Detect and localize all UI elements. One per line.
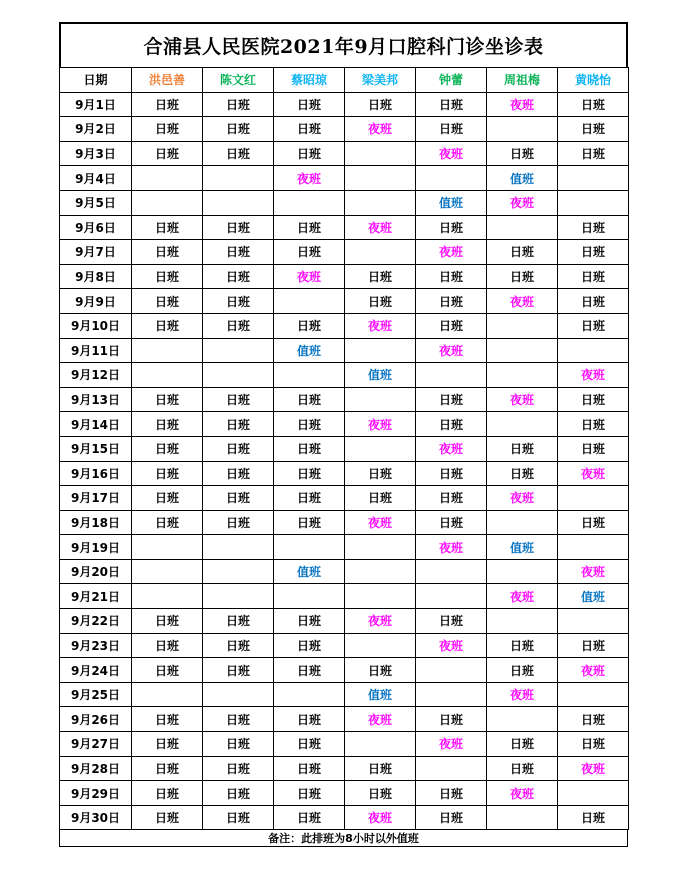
- shift-cell: 日班: [558, 436, 629, 461]
- shift-cell: 日班: [132, 609, 203, 634]
- shift-cell: [132, 535, 203, 560]
- table-row: [60, 363, 629, 388]
- table-row: [60, 412, 629, 437]
- shift-cell: 日班: [416, 781, 487, 806]
- shift-cell: 日班: [558, 92, 629, 117]
- table-row: [60, 289, 629, 314]
- table-row: [60, 781, 629, 806]
- shift-cell: 日班: [558, 510, 629, 535]
- date-cell: 9月19日: [60, 535, 132, 560]
- shift-cell: 日班: [274, 781, 345, 806]
- shift-cell: 值班: [416, 190, 487, 215]
- shift-cell: 日班: [558, 707, 629, 732]
- shift-cell: [132, 166, 203, 191]
- shift-cell: 日班: [132, 141, 203, 166]
- shift-cell: [274, 363, 345, 388]
- shift-cell: 日班: [558, 313, 629, 338]
- shift-cell: 夜班: [274, 264, 345, 289]
- shift-cell: 夜班: [487, 486, 558, 511]
- shift-cell: 日班: [132, 707, 203, 732]
- date-cell: 9月18日: [60, 510, 132, 535]
- shift-cell: [487, 313, 558, 338]
- table-row: [60, 338, 629, 363]
- shift-cell: 夜班: [487, 682, 558, 707]
- shift-cell: 日班: [416, 461, 487, 486]
- table-row: [60, 141, 629, 166]
- shift-cell: 日班: [345, 289, 416, 314]
- shift-cell: 值班: [274, 559, 345, 584]
- shift-cell: 日班: [274, 707, 345, 732]
- shift-cell: 日班: [203, 141, 274, 166]
- shift-cell: 夜班: [416, 535, 487, 560]
- shift-cell: [274, 584, 345, 609]
- shift-cell: [203, 535, 274, 560]
- date-cell: 9月11日: [60, 338, 132, 363]
- shift-cell: 日班: [487, 461, 558, 486]
- shift-cell: 夜班: [274, 166, 345, 191]
- shift-cell: 夜班: [345, 313, 416, 338]
- shift-cell: 值班: [487, 166, 558, 191]
- shift-cell: [416, 682, 487, 707]
- table-row: [60, 535, 629, 560]
- shift-cell: [487, 338, 558, 363]
- shift-cell: 日班: [416, 92, 487, 117]
- shift-cell: 日班: [132, 633, 203, 658]
- shift-cell: 夜班: [487, 781, 558, 806]
- shift-cell: 日班: [416, 609, 487, 634]
- table-row: [60, 510, 629, 535]
- shift-cell: 日班: [274, 412, 345, 437]
- shift-cell: 日班: [558, 141, 629, 166]
- shift-cell: [203, 363, 274, 388]
- table-row: [60, 313, 629, 338]
- shift-cell: [132, 190, 203, 215]
- date-cell: 9月25日: [60, 682, 132, 707]
- shift-cell: 日班: [487, 141, 558, 166]
- date-cell: 9月27日: [60, 732, 132, 757]
- shift-cell: 日班: [132, 313, 203, 338]
- shift-cell: 日班: [416, 313, 487, 338]
- doctor-header: 梁美邦: [345, 68, 416, 93]
- shift-cell: [416, 756, 487, 781]
- schedule-sheet: [59, 22, 628, 847]
- shift-cell: [203, 166, 274, 191]
- date-cell: 9月22日: [60, 609, 132, 634]
- shift-cell: [345, 387, 416, 412]
- shift-cell: [487, 363, 558, 388]
- shift-cell: 日班: [416, 117, 487, 142]
- shift-cell: 夜班: [487, 92, 558, 117]
- shift-cell: 日班: [274, 141, 345, 166]
- shift-cell: [203, 682, 274, 707]
- date-cell: 9月10日: [60, 313, 132, 338]
- shift-cell: 日班: [487, 240, 558, 265]
- shift-cell: [203, 559, 274, 584]
- shift-cell: 日班: [203, 387, 274, 412]
- shift-cell: 夜班: [345, 215, 416, 240]
- shift-cell: [132, 363, 203, 388]
- shift-cell: 日班: [558, 289, 629, 314]
- date-cell: 9月16日: [60, 461, 132, 486]
- shift-cell: 日班: [132, 732, 203, 757]
- shift-cell: 夜班: [345, 412, 416, 437]
- shift-cell: 夜班: [416, 732, 487, 757]
- shift-cell: 日班: [132, 412, 203, 437]
- table-row: [60, 264, 629, 289]
- shift-cell: 日班: [203, 732, 274, 757]
- shift-cell: [132, 338, 203, 363]
- shift-cell: [558, 609, 629, 634]
- table-row: [60, 707, 629, 732]
- shift-cell: 日班: [132, 781, 203, 806]
- shift-cell: [558, 486, 629, 511]
- table-row: [60, 756, 629, 781]
- shift-cell: 日班: [132, 289, 203, 314]
- shift-cell: [345, 584, 416, 609]
- shift-cell: [487, 707, 558, 732]
- shift-cell: 日班: [203, 707, 274, 732]
- shift-cell: 日班: [274, 436, 345, 461]
- shift-cell: 日班: [274, 486, 345, 511]
- shift-cell: 值班: [345, 682, 416, 707]
- shift-cell: 日班: [274, 117, 345, 142]
- shift-cell: 日班: [132, 436, 203, 461]
- shift-cell: 日班: [274, 732, 345, 757]
- shift-cell: 夜班: [345, 609, 416, 634]
- date-cell: 9月3日: [60, 141, 132, 166]
- shift-cell: 日班: [203, 412, 274, 437]
- shift-cell: 日班: [203, 609, 274, 634]
- shift-cell: [274, 535, 345, 560]
- shift-cell: 日班: [487, 658, 558, 683]
- header-row: [60, 68, 629, 93]
- shift-cell: [345, 535, 416, 560]
- shift-cell: [558, 535, 629, 560]
- table-row: [60, 732, 629, 757]
- table-row: [60, 190, 629, 215]
- shift-cell: 日班: [558, 215, 629, 240]
- date-cell: 9月2日: [60, 117, 132, 142]
- shift-cell: 日班: [132, 510, 203, 535]
- shift-cell: 日班: [487, 732, 558, 757]
- shift-cell: 夜班: [345, 510, 416, 535]
- table-row: [60, 486, 629, 511]
- shift-cell: 日班: [345, 92, 416, 117]
- shift-cell: [416, 658, 487, 683]
- shift-cell: 日班: [132, 92, 203, 117]
- shift-cell: 日班: [274, 461, 345, 486]
- shift-cell: 日班: [203, 756, 274, 781]
- shift-cell: 日班: [132, 756, 203, 781]
- shift-cell: 日班: [345, 781, 416, 806]
- shift-cell: [345, 166, 416, 191]
- shift-cell: 夜班: [416, 240, 487, 265]
- footer-note: 备注：此排班为8小时以外值班: [59, 830, 628, 847]
- shift-cell: [345, 240, 416, 265]
- date-cell: 9月15日: [60, 436, 132, 461]
- shift-cell: [416, 363, 487, 388]
- shift-cell: 日班: [558, 117, 629, 142]
- shift-cell: 日班: [416, 486, 487, 511]
- shift-cell: [558, 166, 629, 191]
- shift-cell: [345, 338, 416, 363]
- table-row: [60, 609, 629, 634]
- shift-cell: [345, 190, 416, 215]
- page-title: 合浦县人民医院2021年9月口腔科门诊坐诊表: [59, 22, 628, 67]
- shift-cell: [132, 584, 203, 609]
- table-row: [60, 436, 629, 461]
- shift-cell: [487, 805, 558, 830]
- table-row: [60, 584, 629, 609]
- shift-cell: 日班: [203, 240, 274, 265]
- date-cell: 9月8日: [60, 264, 132, 289]
- table-row: [60, 166, 629, 191]
- shift-cell: 夜班: [345, 117, 416, 142]
- shift-cell: 值班: [345, 363, 416, 388]
- shift-cell: [487, 559, 558, 584]
- shift-cell: 日班: [203, 633, 274, 658]
- shift-cell: 日班: [487, 633, 558, 658]
- shift-cell: 日班: [274, 756, 345, 781]
- shift-cell: 日班: [274, 92, 345, 117]
- shift-cell: 日班: [132, 486, 203, 511]
- table-row: [60, 387, 629, 412]
- shift-cell: [274, 682, 345, 707]
- date-cell: 9月13日: [60, 387, 132, 412]
- shift-cell: [487, 510, 558, 535]
- shift-cell: [132, 559, 203, 584]
- shift-cell: 日班: [558, 732, 629, 757]
- doctor-header: 黄晓怡: [558, 68, 629, 93]
- doctor-header: 周祖梅: [487, 68, 558, 93]
- shift-cell: [487, 215, 558, 240]
- shift-cell: [274, 289, 345, 314]
- shift-cell: [132, 682, 203, 707]
- table-row: [60, 658, 629, 683]
- shift-cell: 日班: [416, 264, 487, 289]
- doctor-header: 洪邑善: [132, 68, 203, 93]
- shift-cell: 日班: [558, 240, 629, 265]
- shift-cell: [416, 559, 487, 584]
- table-row: [60, 682, 629, 707]
- shift-cell: 日班: [487, 756, 558, 781]
- shift-cell: 日班: [274, 215, 345, 240]
- shift-cell: 值班: [558, 584, 629, 609]
- table-row: [60, 633, 629, 658]
- shift-cell: [345, 633, 416, 658]
- table-row: [60, 92, 629, 117]
- date-cell: 9月30日: [60, 805, 132, 830]
- shift-cell: [487, 609, 558, 634]
- shift-cell: 日班: [203, 436, 274, 461]
- table-row: [60, 461, 629, 486]
- date-cell: 9月1日: [60, 92, 132, 117]
- shift-cell: 日班: [416, 510, 487, 535]
- shift-cell: 日班: [132, 658, 203, 683]
- shift-cell: 夜班: [487, 190, 558, 215]
- shift-cell: 日班: [416, 289, 487, 314]
- date-cell: 9月29日: [60, 781, 132, 806]
- date-cell: 9月12日: [60, 363, 132, 388]
- shift-cell: 日班: [274, 609, 345, 634]
- shift-cell: 夜班: [416, 633, 487, 658]
- schedule-table: [59, 67, 629, 830]
- shift-cell: 日班: [416, 707, 487, 732]
- shift-cell: 日班: [274, 510, 345, 535]
- shift-cell: 日班: [345, 264, 416, 289]
- shift-cell: 日班: [203, 215, 274, 240]
- shift-cell: [558, 781, 629, 806]
- date-cell: 9月6日: [60, 215, 132, 240]
- shift-cell: 夜班: [558, 461, 629, 486]
- shift-cell: 日班: [203, 461, 274, 486]
- shift-cell: [203, 584, 274, 609]
- date-cell: 9月14日: [60, 412, 132, 437]
- shift-cell: 夜班: [487, 387, 558, 412]
- shift-cell: 日班: [132, 461, 203, 486]
- shift-cell: 夜班: [487, 584, 558, 609]
- shift-cell: [203, 338, 274, 363]
- table-row: [60, 805, 629, 830]
- shift-cell: 夜班: [416, 141, 487, 166]
- date-cell: 9月5日: [60, 190, 132, 215]
- schedule-body: [60, 92, 629, 830]
- shift-cell: 日班: [132, 805, 203, 830]
- shift-cell: 日班: [203, 264, 274, 289]
- shift-cell: 日班: [203, 510, 274, 535]
- date-cell: 9月23日: [60, 633, 132, 658]
- shift-cell: [416, 584, 487, 609]
- table-row: [60, 117, 629, 142]
- shift-cell: 日班: [416, 387, 487, 412]
- shift-cell: 日班: [132, 387, 203, 412]
- shift-cell: 日班: [274, 313, 345, 338]
- shift-cell: 日班: [274, 240, 345, 265]
- shift-cell: 夜班: [558, 559, 629, 584]
- shift-cell: 夜班: [416, 436, 487, 461]
- date-cell: 9月21日: [60, 584, 132, 609]
- date-cell: 9月7日: [60, 240, 132, 265]
- shift-cell: 日班: [487, 436, 558, 461]
- shift-cell: [558, 190, 629, 215]
- shift-cell: 日班: [203, 781, 274, 806]
- shift-cell: 日班: [345, 461, 416, 486]
- table-row: [60, 240, 629, 265]
- doctor-header: 钟蕾: [416, 68, 487, 93]
- shift-cell: 日班: [274, 387, 345, 412]
- shift-cell: [274, 190, 345, 215]
- shift-cell: 日班: [487, 264, 558, 289]
- shift-cell: 日班: [203, 805, 274, 830]
- shift-cell: [487, 117, 558, 142]
- table-row: [60, 215, 629, 240]
- date-cell: 9月17日: [60, 486, 132, 511]
- shift-cell: 日班: [274, 633, 345, 658]
- shift-cell: 日班: [132, 240, 203, 265]
- shift-cell: 日班: [132, 117, 203, 142]
- date-column-header: 日期: [60, 68, 132, 93]
- shift-cell: 夜班: [345, 707, 416, 732]
- shift-cell: [416, 166, 487, 191]
- shift-cell: 日班: [558, 387, 629, 412]
- shift-cell: 日班: [203, 289, 274, 314]
- shift-cell: 日班: [345, 486, 416, 511]
- doctor-header: 陈文红: [203, 68, 274, 93]
- shift-cell: [203, 190, 274, 215]
- shift-cell: 日班: [416, 215, 487, 240]
- shift-cell: 日班: [203, 117, 274, 142]
- shift-cell: 日班: [345, 658, 416, 683]
- shift-cell: 夜班: [558, 363, 629, 388]
- date-cell: 9月20日: [60, 559, 132, 584]
- shift-cell: [558, 682, 629, 707]
- shift-cell: [345, 732, 416, 757]
- shift-cell: 夜班: [487, 289, 558, 314]
- shift-cell: [345, 436, 416, 461]
- shift-cell: 日班: [416, 805, 487, 830]
- shift-cell: 日班: [132, 264, 203, 289]
- shift-cell: 日班: [274, 658, 345, 683]
- date-cell: 9月26日: [60, 707, 132, 732]
- shift-cell: 日班: [558, 412, 629, 437]
- shift-cell: 值班: [274, 338, 345, 363]
- shift-cell: 日班: [558, 633, 629, 658]
- shift-cell: [558, 338, 629, 363]
- shift-cell: 值班: [487, 535, 558, 560]
- shift-cell: [345, 559, 416, 584]
- shift-cell: 日班: [203, 658, 274, 683]
- shift-cell: 日班: [345, 756, 416, 781]
- table-row: [60, 559, 629, 584]
- shift-cell: 日班: [558, 264, 629, 289]
- shift-cell: 日班: [132, 215, 203, 240]
- shift-cell: 夜班: [416, 338, 487, 363]
- shift-cell: [345, 141, 416, 166]
- date-cell: 9月9日: [60, 289, 132, 314]
- date-cell: 9月24日: [60, 658, 132, 683]
- shift-cell: 日班: [274, 805, 345, 830]
- shift-cell: 日班: [203, 486, 274, 511]
- shift-cell: 日班: [203, 313, 274, 338]
- shift-cell: 夜班: [558, 756, 629, 781]
- doctor-header: 蔡昭琼: [274, 68, 345, 93]
- shift-cell: 夜班: [345, 805, 416, 830]
- shift-cell: [487, 412, 558, 437]
- shift-cell: 日班: [558, 805, 629, 830]
- shift-cell: 夜班: [558, 658, 629, 683]
- shift-cell: 日班: [416, 412, 487, 437]
- date-cell: 9月28日: [60, 756, 132, 781]
- date-cell: 9月4日: [60, 166, 132, 191]
- shift-cell: 日班: [203, 92, 274, 117]
